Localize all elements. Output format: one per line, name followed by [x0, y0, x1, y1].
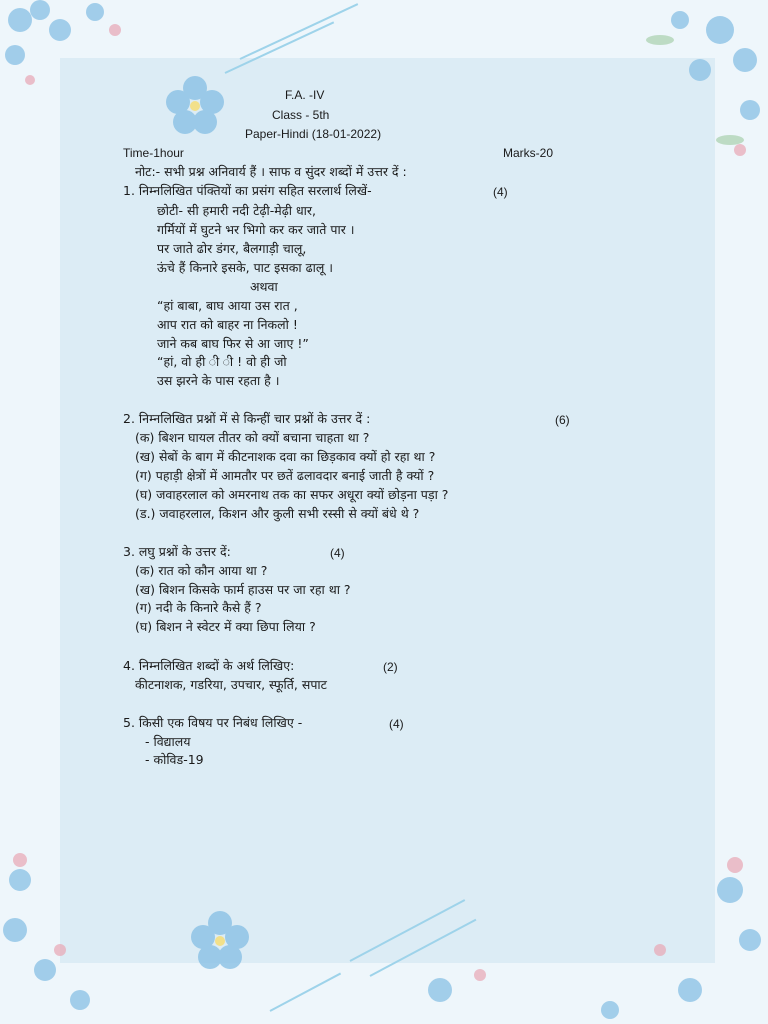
q4-marks: (2)	[383, 660, 398, 674]
marks-label: Marks-20	[503, 146, 554, 160]
q5-title: 5. किसी एक विषय पर निबंध लिखिए -	[123, 715, 303, 730]
q1-poem-line: आप रात को बाहर ना निकलो !	[157, 317, 298, 332]
q5-marks: (4)	[389, 717, 404, 731]
q1-marks: (4)	[493, 185, 508, 199]
q1-title: 1. निम्नलिखित पंक्तियों का प्रसंग सहित सरलार्थ लिखें-	[123, 183, 372, 198]
q5-topic: - कोविड-19	[145, 752, 204, 767]
q3-item: (ग) नदी के किनारे कैसे हैं ?	[135, 600, 262, 615]
q2-item: (ग) पहाड़ी क्षेत्रों में आमतौर पर छतें ढलावदार बनाई जाती है क्यों ?	[135, 468, 435, 483]
q3-item: (घ) बिशन ने स्वेटर में क्या छिपा लिया ?	[135, 619, 316, 634]
q2-item: (घ) जवाहरलाल को अमरनाथ तक का सफर अधूरा क्यों छोड़ना पड़ा ?	[135, 487, 449, 502]
q1-poem-line: “हां बाबा, बाघ आया उस रात ,	[157, 298, 298, 313]
q2-item: (ख) सेबों के बाग में कीटनाशक दवा का छिड़काव क्यों हो रहा था ?	[135, 449, 436, 464]
q1-poem-line: “हां, वो ही ी ी ! वो ही जो	[157, 354, 287, 369]
exam-title: F.A. -IV	[285, 88, 325, 102]
q3-item: (ख) बिशन किसके फार्म हाउस पर जा रहा था ?	[135, 582, 351, 597]
q1-poem-line: पर जाते ढोर डंगर, बैलगाड़ी चालू,	[157, 241, 307, 256]
q1-poem-line: गर्मियों में घुटने भर भिगो कर कर जाते पार ।	[157, 222, 355, 237]
q2-item: (क) बिशन घायल तीतर को क्यों बचाना चाहता था ?	[135, 430, 370, 445]
q1-poem-line: उस झरने के पास रहता है ।	[157, 373, 280, 388]
instruction-note: नोट:- सभी प्रश्न अनिवार्य हैं । साफ व सुंदर शब्दों में उत्तर दें :	[135, 164, 407, 179]
q5-topic: - विद्यालय	[145, 734, 191, 749]
q4-title: 4. निम्नलिखित शब्दों के अर्थ लिखिए:	[123, 658, 295, 673]
q3-title: 3. लघु प्रश्नों के उत्तर दें:	[123, 544, 231, 559]
q1-poem-line: जाने कब बाघ फिर से आ जाए !”	[157, 336, 309, 351]
q3-item: (क) रात को कौन आया था ?	[135, 563, 268, 578]
q1-or: अथवा	[250, 279, 278, 294]
q2-title: 2. निम्नलिखित प्रश्नों में से किन्हीं चार प्रश्नों के उत्तर दें :	[123, 411, 371, 426]
q2-item: (ड.) जवाहरलाल, किशन और कुली सभी रस्सी से क्यों बंधे थे ?	[135, 506, 420, 521]
time-label: Time-1hour	[123, 146, 184, 160]
class-label: Class - 5th	[272, 108, 330, 122]
q2-marks: (6)	[555, 413, 570, 427]
q3-marks: (4)	[330, 546, 345, 560]
paper-label: Paper-Hindi (18-01-2022)	[245, 127, 382, 141]
q1-poem-line: छोटी- सी हमारी नदी टेढ़ी-मेढ़ी धार,	[157, 203, 316, 218]
q1-poem-line: ऊंचे हैं किनारे इसके, पाट इसका ढालू ।	[157, 260, 334, 275]
q4-words: कीटनाशक, गडरिया, उपचार, स्फूर्ति, सपाट	[135, 677, 327, 692]
